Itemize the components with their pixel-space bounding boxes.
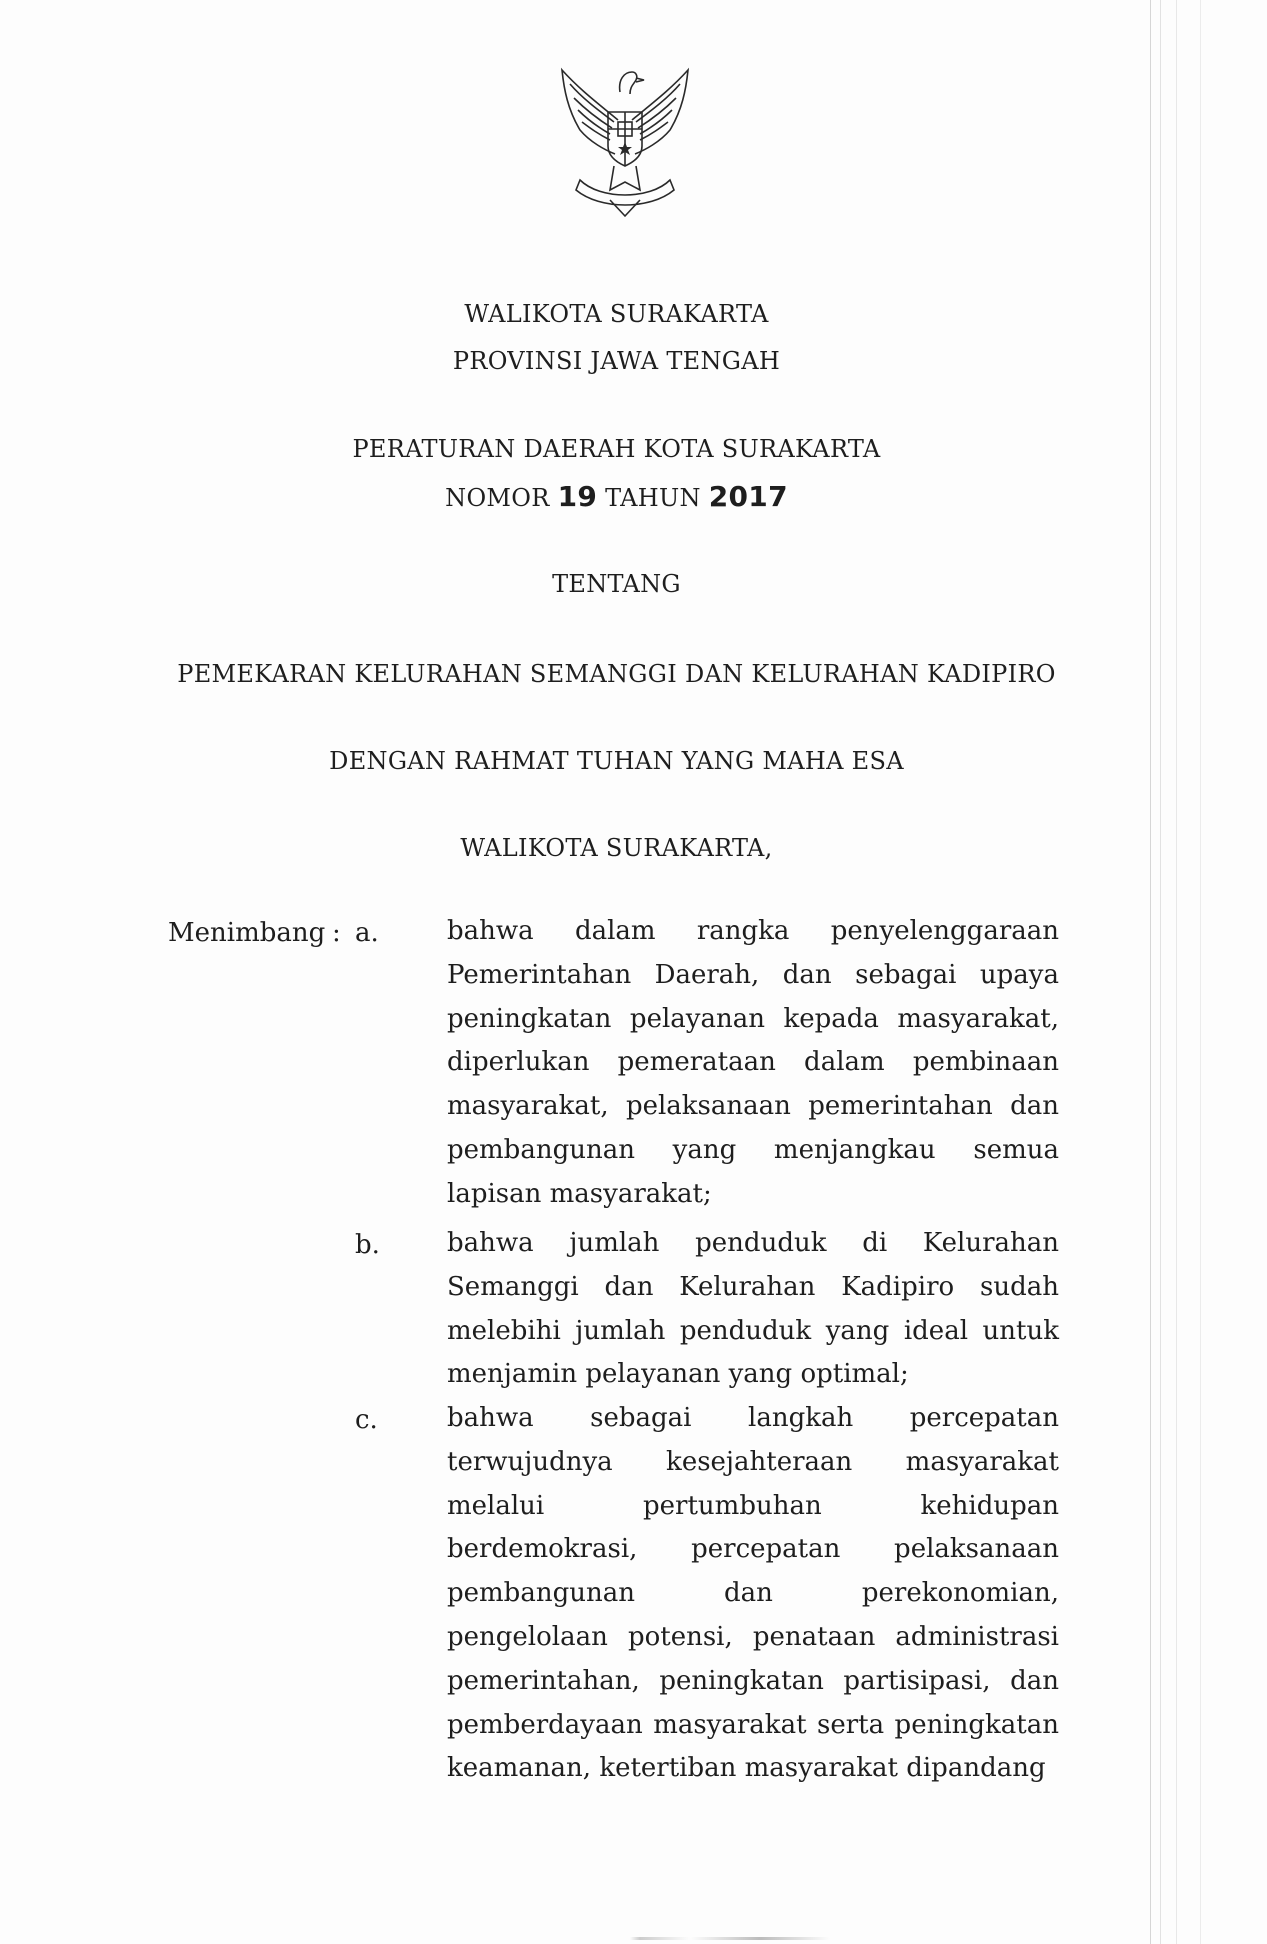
blessing-line: DENGAN RAHMAT TUHAN YANG MAHA ESA (329, 747, 904, 775)
nomor-value: 19 (557, 480, 598, 513)
tahun-label: TAHUN (605, 484, 701, 512)
garuda-pancasila-emblem-icon (550, 50, 700, 220)
regulation-title: PERATURAN DAERAH KOTA SURAKARTA (352, 435, 881, 463)
clause-text: bahwa dalam rangka penyelenggaraan Pemerintahan Daerah, dan sebagai upaya peningkatan pelayanan kepada masyarakat, diperlukan pemerataan dalam pembinaan masyarakat, pelaksanaan pemerintahan dan pembangunan yang menjangkau semua lapisan masyarakat; (447, 916, 1059, 1209)
tentang-heading: TENTANG (552, 570, 681, 598)
scan-edge-line (1160, 0, 1161, 1944)
regulation-subject: PEMEKARAN KELURAHAN SEMANGGI DAN KELURAHAN KADIPIRO (177, 660, 1056, 688)
clause-text: bahwa sebagai langkah percepatan terwujudnya kesejahteraan masyarakat melalui pertumbuhan kehidupan berdemokrasi, percepatan pelaksanaan pembangunan dan perekonomian, pengelolaan potensi, penataan administrasi pemerintahan, peningkatan partisipasi, dan pemberdayaan masyarakat serta peningkatan keamanan, ketertiban masyarakat dipandang (447, 1403, 1059, 1784)
authority-line: WALIKOTA SURAKARTA, (460, 834, 773, 862)
clause-text: bahwa jumlah penduduk di Kelurahan Semanggi dan Kelurahan Kadipiro sudah melebihi jumlah penduduk yang ideal untuk menjamin pelayanan yang optimal; (447, 1228, 1059, 1390)
scan-edge-line (1176, 0, 1177, 1944)
header-line1: WALIKOTA SURAKARTA (464, 300, 769, 328)
menimbang-label: Menimbang (168, 918, 326, 948)
regulation-number-line (0, 480, 1233, 513)
clause-letter: b. (355, 1230, 380, 1260)
clause-letter: a. (355, 918, 379, 948)
scan-bottom-mark (630, 1937, 830, 1940)
nomor-label: NOMOR (445, 484, 550, 512)
header-line2: PROVINSI JAWA TENGAH (452, 347, 781, 375)
menimbang-colon: : (332, 918, 341, 948)
clause-letter: c. (355, 1405, 378, 1435)
tahun-value: 2017 (708, 480, 788, 513)
scan-edge-line (1150, 0, 1151, 1944)
scan-edge-line (1200, 0, 1201, 1944)
